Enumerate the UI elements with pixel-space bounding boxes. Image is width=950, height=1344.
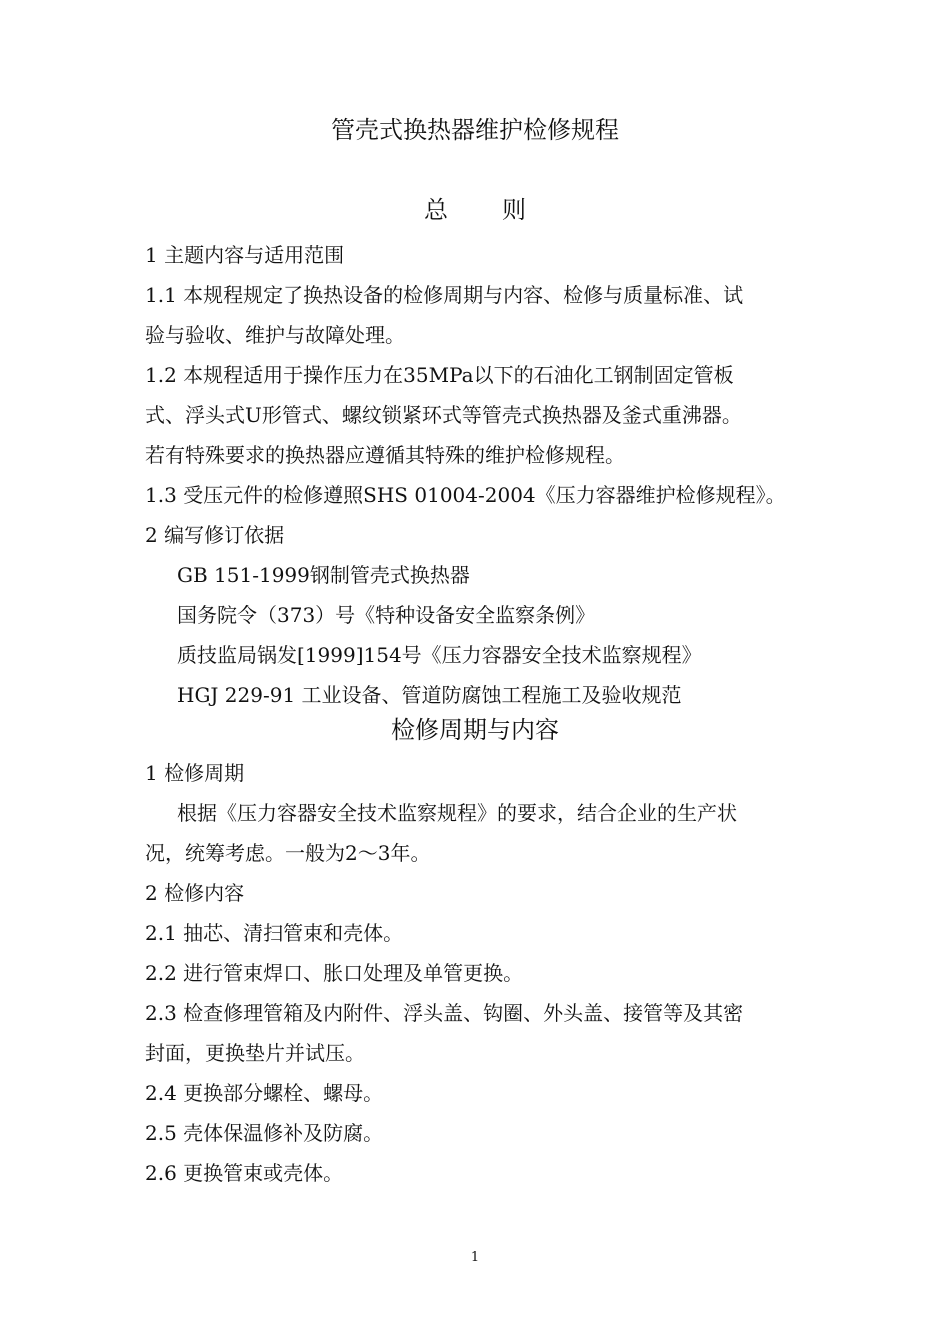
reference-item: HGJ 229-91 工业设备、管道防腐蚀工程施工及验收规范 — [177, 683, 682, 707]
paragraph-line: 式、浮头式U形管式、螺纹锁紧环式等管壳式换热器及釜式重沸器。 — [145, 403, 742, 427]
paragraph-line: 根据《压力容器安全技术监察规程》的要求，结合企业的生产状 — [177, 801, 737, 825]
subsection-title: 1 检修周期 — [145, 761, 245, 785]
list-item: 2.4 更换部分螺栓、螺母。 — [145, 1081, 384, 1105]
reference-item: 质技监局锅发[1999]154号《压力容器安全技术监察规程》 — [177, 643, 702, 667]
list-item: 封面，更换垫片并试压。 — [145, 1041, 365, 1065]
paragraph-line: 况，统筹考虑。一般为2～3年。 — [145, 841, 431, 865]
reference-item: 国务院令（373）号《特种设备安全监察条例》 — [177, 603, 596, 627]
heading-char-left: 总 — [424, 196, 448, 224]
list-item: 2.5 壳体保温修补及防腐。 — [145, 1121, 384, 1145]
reference-item: GB 151-1999钢制管壳式换热器 — [177, 563, 470, 587]
section-heading-cycle: 检修周期与内容 — [391, 716, 559, 744]
paragraph-line: 1.2 本规程适用于操作压力在35MPa以下的石油化工钢制固定管板 — [145, 363, 734, 387]
heading-char-right: 则 — [502, 196, 526, 224]
paragraph-line: 1.3 受压元件的检修遵照SHS 01004-2004《压力容器维护检修规程》。 — [145, 483, 786, 507]
paragraph-line: 验与验收、维护与故障处理。 — [145, 323, 405, 347]
paragraph-line: 1.1 本规程规定了换热设备的检修周期与内容、检修与质量标准、试 — [145, 283, 744, 307]
document-title: 管壳式换热器维护检修规程 — [331, 116, 619, 144]
page-number: 1 — [470, 1250, 480, 1265]
list-item: 2.3 检查修理管箱及内附件、浮头盖、钩圈、外头盖、接管等及其密 — [145, 1001, 744, 1025]
paragraph-line: 1 主题内容与适用范围 — [145, 243, 345, 267]
list-item: 2.6 更换管束或壳体。 — [145, 1161, 344, 1185]
list-item: 2.1 抽芯、清扫管束和壳体。 — [145, 921, 404, 945]
section-heading-general — [0, 192, 950, 228]
subsection-title: 2 检修内容 — [145, 881, 245, 905]
list-item: 2.2 进行管束焊口、胀口处理及单管更换。 — [145, 961, 524, 985]
paragraph-line: 2 编写修订依据 — [145, 523, 285, 547]
paragraph-line: 若有特殊要求的换热器应遵循其特殊的维护检修规程。 — [145, 443, 625, 467]
